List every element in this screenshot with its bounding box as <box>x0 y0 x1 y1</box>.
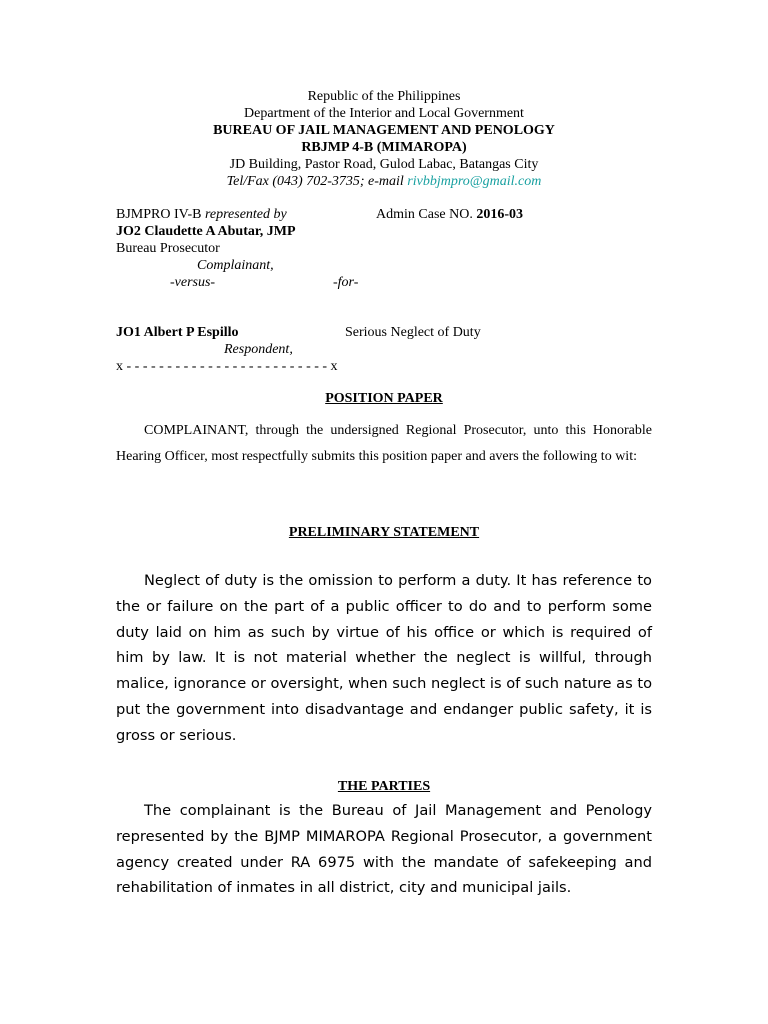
parties-body: The complainant is the Bureau of Jail Management and Penology represented by the BJMP MIMAROPA Regional Prosecutor, a government agency created under RA 6975 with the mandate of safekeeping and rehabilitation of inmates in all district, city and municipal jails. <box>116 802 652 897</box>
complainant-title: Bureau Prosecutor <box>116 241 220 256</box>
header-department: Department of the Interior and Local Government <box>244 106 524 121</box>
case-number-line <box>376 206 523 223</box>
header-region: RBJMP 4-B (MIMAROPA) <box>301 140 467 155</box>
complainant-role: Complainant, <box>197 258 274 273</box>
complainant-org-line <box>116 206 287 223</box>
intro-paragraph: COMPLAINANT, through the undersigned Regional Prosecutor, unto this Honorable Hearing Officer, most respectfully submits this position paper and avers the following to wit: <box>116 423 652 464</box>
respondent-role: Respondent, <box>224 342 293 357</box>
versus-label: -versus- <box>170 275 216 290</box>
document-title: POSITION PAPER <box>325 391 443 406</box>
header-contact <box>0 173 768 190</box>
preliminary-statement-heading: PRELIMINARY STATEMENT <box>288 525 480 540</box>
respondent-name: JO1 Albert P Espillo <box>116 325 239 340</box>
complainant-name: JO2 Claudette A Abutar, JMP <box>116 224 296 239</box>
parties-heading: THE PARTIES <box>337 779 431 794</box>
header-address: JD Building, Pastor Road, Gulod Labac, Batangas City <box>229 157 539 172</box>
header-republic: Republic of the Philippines <box>307 89 461 104</box>
case-number: 2016-03 <box>476 207 523 222</box>
caption-divider: x - - - - - - - - - - - - - - - - - - - - - - - - - x <box>116 359 338 374</box>
preliminary-statement-body: Neglect of duty is the omission to perform a duty. It has reference to the or failure on the part of a public officer to do and to perform some duty laid on him as such by virtue of his office or which is required of him by law. It is not material whether the neglect is willful, through malice, ignorance or oversight, when such neglect is of such nature as to put the government into disadvantage and endanger public safety, it is gross or serious. <box>116 572 652 744</box>
contact-text: Tel/Fax (043) 702-3735; e-mail <box>226 174 408 189</box>
header-bureau: BUREAU OF JAIL MANAGEMENT AND PENOLOGY <box>213 123 555 138</box>
offense-label: Serious Neglect of Duty <box>345 325 481 340</box>
complainant-org: BJMPRO IV-B <box>116 207 205 222</box>
case-label: Admin Case NO. <box>376 207 477 222</box>
email-link[interactable]: rivbbjmpro@gmail.com <box>407 174 542 189</box>
represented-by: represented by <box>204 207 287 222</box>
for-label: -for- <box>333 275 359 290</box>
